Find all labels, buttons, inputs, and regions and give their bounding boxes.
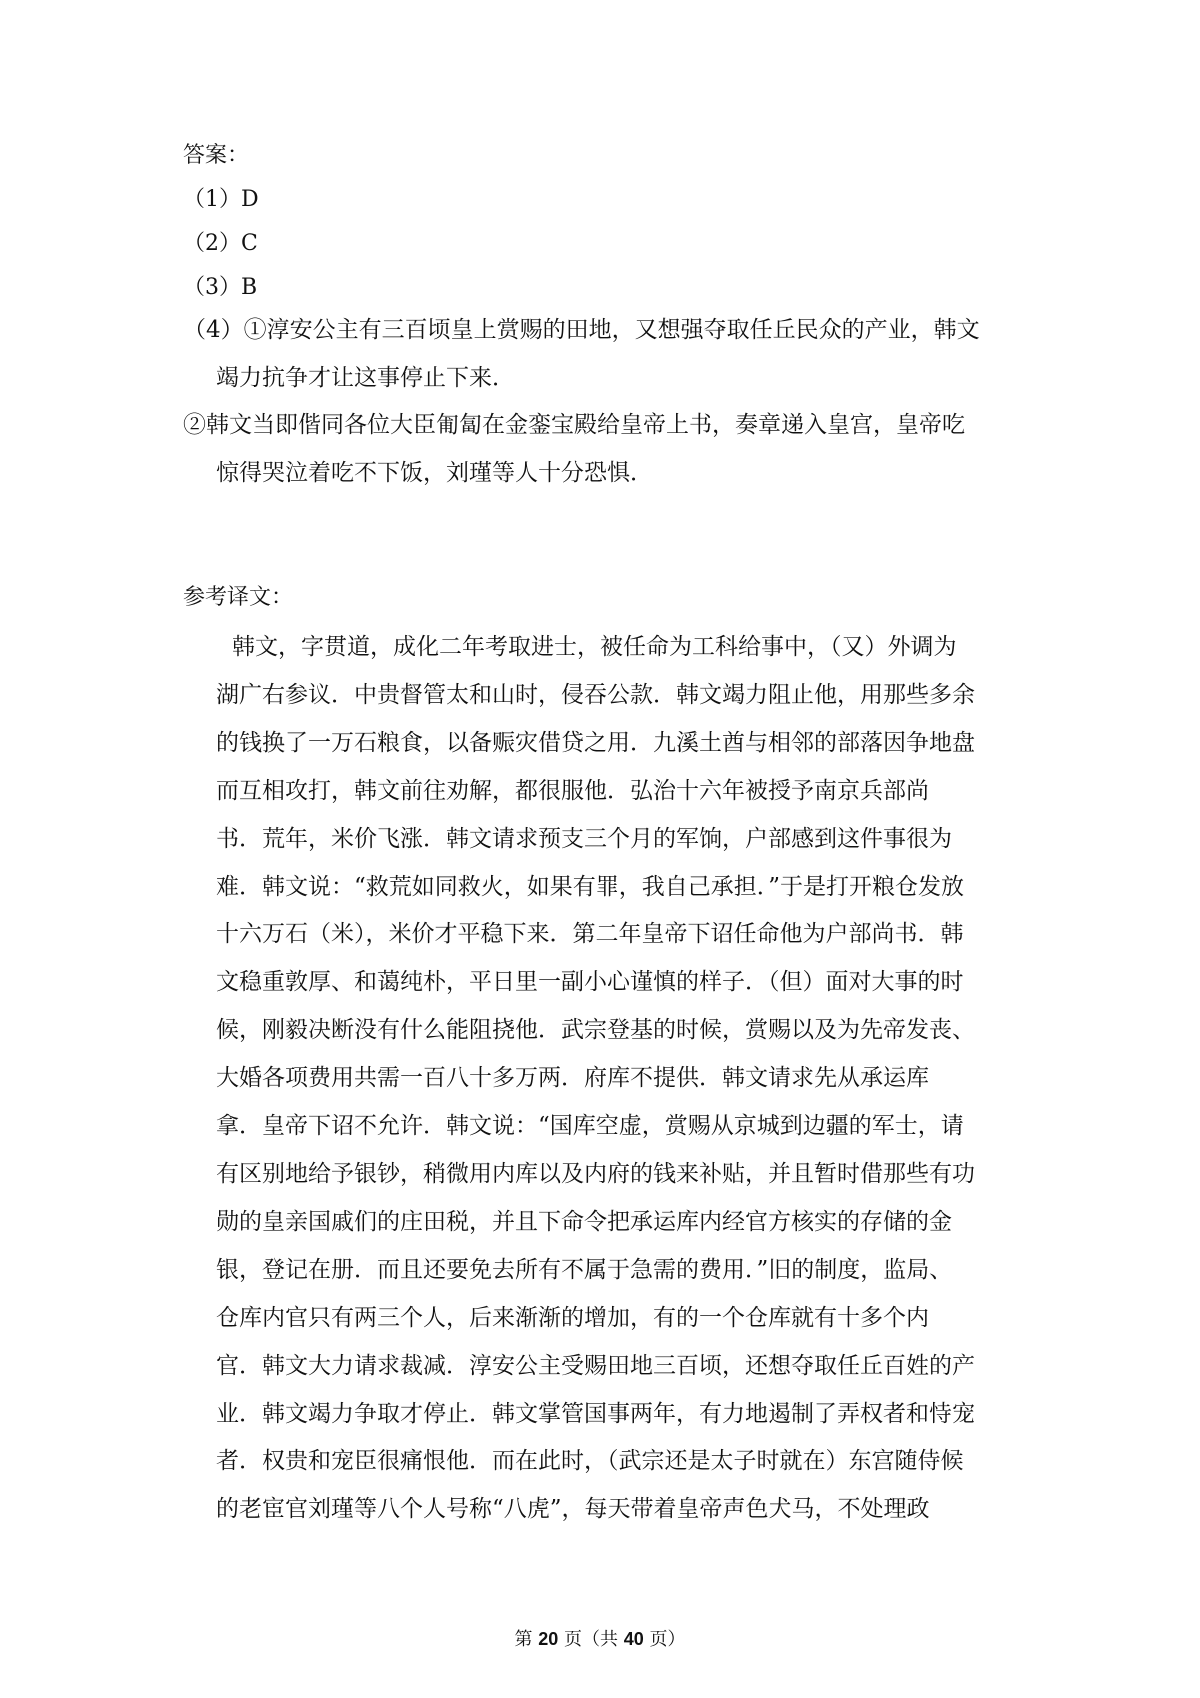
footer-total-pages: 40 [623,1629,644,1649]
translation-line: 勋的皇亲国戚们的庄田税，并且下命令把承运库内经官方核实的存储的金 [216,1208,952,1235]
answer-4-part-2 [183,401,1033,497]
translation-line: 文稳重敦厚、和蔼纯朴，平日里一副小心谨慎的样子．（但）面对大事的时 [216,969,964,996]
answer-1: （1）D [183,187,259,212]
answer-4-line-2: 竭力抗争才让这事停止下来． [216,365,515,391]
translation-line: 韩文，字贯道，成化二年考取进士，被任命为工科给事中，（又）外调为 [232,634,957,660]
translation-line: 者．权贵和宠臣很痛恨他．而在此时，（武宗还是太子时就在）东宫随侍候 [216,1448,964,1475]
translation-line: 书．荒年，米价飞涨．韩文请求预支三个月的军饷，户部感到这件事很为 [216,825,952,852]
translation-line: 的老宦官刘瑾等八个人号称“八虎”，每天带着皇帝声色犬马，不处理政 [216,1496,930,1523]
answer-heading: 答案： [183,143,250,168]
translation-line: 仓库内官只有两三个人，后来渐渐的增加，有的一个仓库就有十多个内 [216,1304,929,1331]
translation-line: 湖广右参议．中贵督管太和山时，侵吞公款．韩文竭力阻止他，用那些多余 [216,681,975,708]
translation-line: 候，刚毅决断没有什么能阻挠他．武宗登基的时候，赏赐以及为先帝发丧、 [216,1017,975,1044]
answer-4 [183,306,1033,402]
translation-line: 十六万石（米），米价才平稳下来．第二年皇帝下诏任命他为户部尚书．韩 [216,921,964,948]
translation-line: 而互相攻打，韩文前往劝解，都很服他．弘治十六年被授予南京兵部尚 [216,777,929,804]
footer-middle: 页（共 [564,1629,618,1650]
translation-line: 有区别地给予银钞，稍微用内库以及内府的钱来补贴，并且暂时借那些有功 [216,1160,975,1187]
answer-4-part-2-line-1: ②韩文当即偕同各位大臣匍匐在金銮宝殿给皇帝上书，奏章递入皇宫，皇帝吃 [183,412,965,438]
translation-body [216,624,1026,1534]
answer-3: （3）B [183,275,258,300]
translation-line: 大婚各项费用共需一百八十多万两．府库不提供．韩文请求先从承运库 [216,1065,929,1092]
footer-page-number: 20 [538,1629,559,1649]
answer-4-part-2-line-2: 惊得哭泣着吃不下饭，刘瑾等人十分恐惧． [216,460,653,486]
answer-4-line-1: （4）①淳安公主有三百顷皇上赏赐的田地，又想强夺取任丘民众的产业，韩文 [183,317,980,343]
translation-line: 的钱换了一万石粮食，以备赈灾借贷之用．九溪土酋与相邻的部落因争地盘 [216,729,975,756]
translation-line: 拿．皇帝下诏不允许．韩文说：“国库空虚，赏赐从京城到边疆的军士，请 [216,1113,964,1140]
page-footer [0,1627,1200,1652]
footer-suffix: 页） [649,1629,686,1650]
footer-prefix: 第 [514,1629,533,1650]
translation-line: 难．韩文说：“救荒如同救火，如果有罪，我自己承担．”于是打开粮仓发放 [216,873,965,900]
translation-heading: 参考译文： [183,585,294,610]
translation-line: 银，登记在册．而且还要免去所有不属于急需的费用．”旧的制度，监局、 [216,1256,953,1283]
answer-2: （2）C [183,231,258,256]
translation-line: 业．韩文竭力争取才停止．韩文掌管国事两年，有力地遏制了弄权者和恃宠 [216,1400,975,1427]
translation-line: 官．韩文大力请求裁减．淳安公主受赐田地三百顷，还想夺取任丘百姓的产 [216,1352,975,1379]
